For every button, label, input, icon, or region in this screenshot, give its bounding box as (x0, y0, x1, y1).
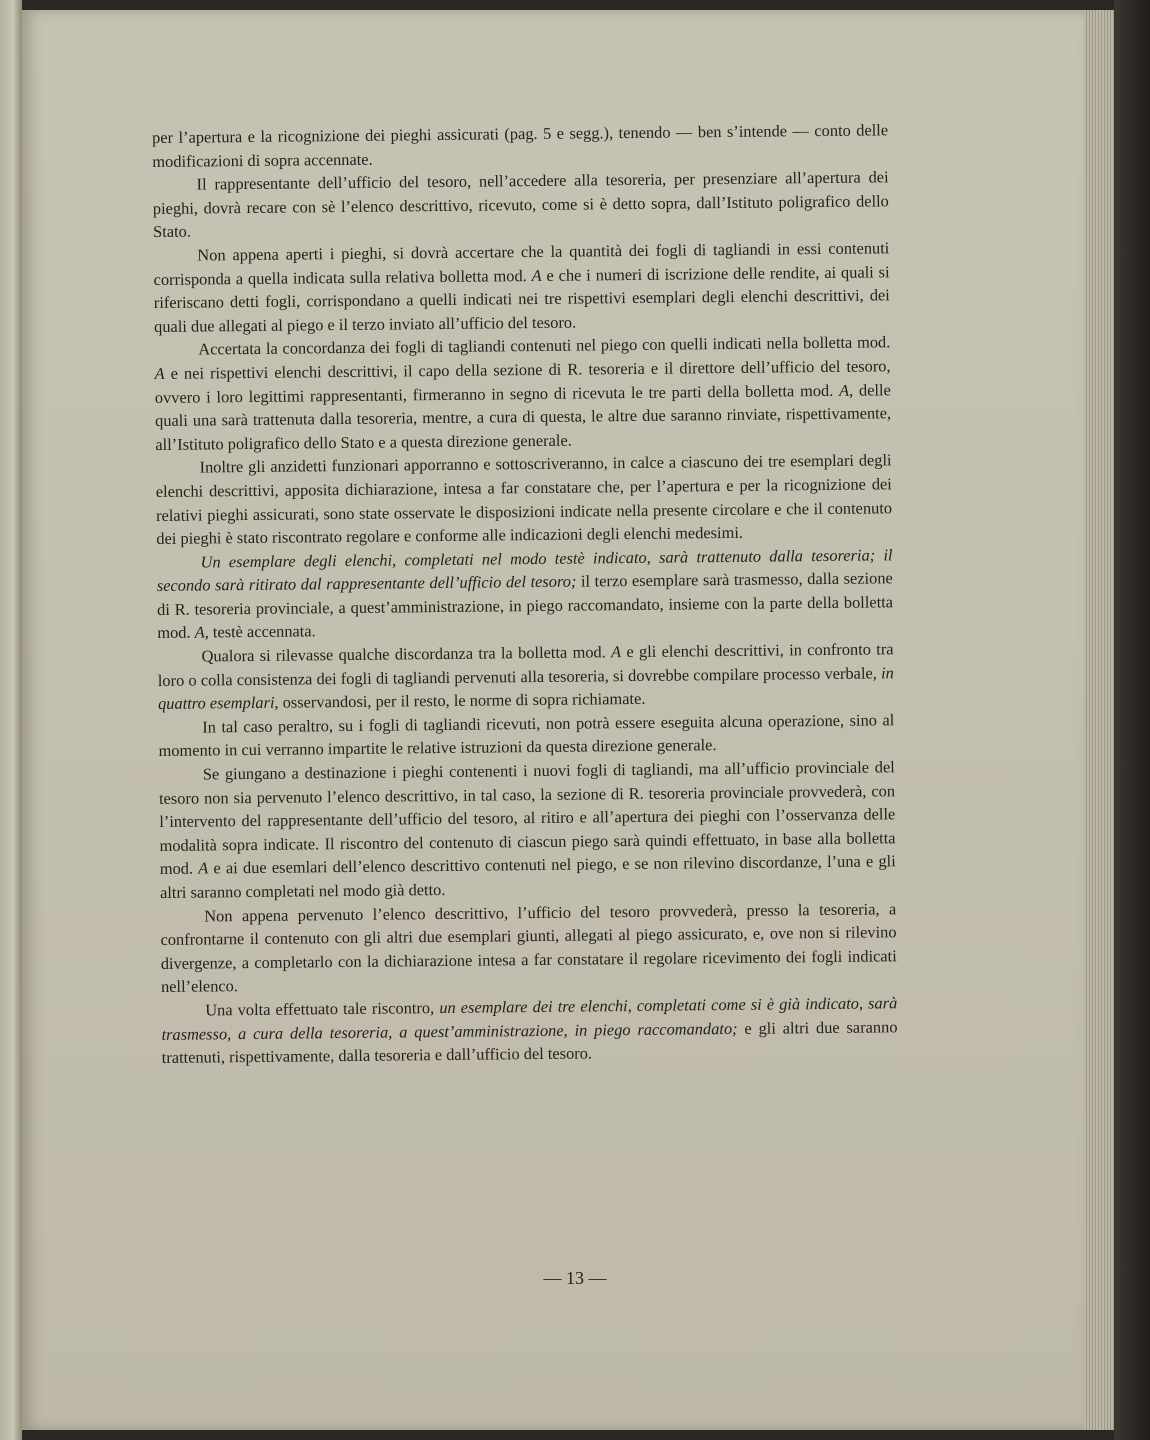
facing-page-edge (0, 0, 22, 1440)
body-text (152, 118, 898, 1069)
paragraph-discrepancy: Qualora si rilevasse qualche discordanza tra la bolletta mod. A e gli elenchi descrittivi, in confronto tra loro o colla consistenza dei fogli di tagliandi pervenuti alla tesoreria, si dovrebbe compilare processo verbale, in quattro esemplari, osservandosi, per il resto, le norme di sopra richiamate. (157, 639, 894, 714)
paragraph-declaration: Inoltre gli anzidetti funzionari apporranno e sottoscriveranno, in calce a ciascuno dei tre esemplari degli elenchi descrittivi, apposita dichiarazione, intesa a far constatare che, per l’apertura e per la ricognizione dei relativi pieghi assicurati, sono state osservate le disposizioni indicate nella presente circolare e che il contenuto dei pieghi è stato riscontrato regolare e conforme alle indicazioni degli elenchi medesimi. (155, 450, 893, 549)
paragraph-continuation: per l’apertura e la ricognizione dei pieghi assicurati (pag. 5 e segg.), tenendo — ben s’intende — conto delle modificazioni di sopra accennate. (152, 120, 889, 171)
book-binding (1114, 0, 1150, 1440)
paragraph-late-list: Non appena pervenuto l’elenco descrittivo, l’ufficio del tesoro provvederà, presso la tesoreria, a confrontarne il contenuto con gli altri due esemplari giunti, allegati al piego assicurato, e, ove non si rilevino divergenze, a completarlo con la dichiarazione intesa a far constatare il regolare ricevimento dei fogli indicati nell’elenco. (160, 898, 897, 997)
paragraph-final-check: Una volta effettuato tale riscontro, un esemplare dei tre elenchi, completati come si è già indicato, sarà trasmesso, a cura della tesoreria, a quest’amministrazione, in piego raccomandato; e gli altri due saranno trattenuti, rispettivamente, dalla tesoreria e dall’ufficio del tesoro. (161, 993, 898, 1068)
paragraph-missing-list: Se giungano a destinazione i pieghi contenenti i nuovi fogli di tagliandi, ma all’ufficio provinciale del tesoro non sia pervenuto l’elenco descrittivo, in tal caso, la sezione di R. tesoreria provinciale provvederà, con l’intervento del rappresentante dell’ufficio del tesoro, al ritiro e all’apertura dei pieghi con l’osservanza delle modalità sopra indicate. Il riscontro del contenuto di ciascun piego sarà quindi effettuato, in base alla bolletta mod. A e ai due esemlari dell’elenco descrittivo contenuti nel piego, e se non rilevino discordanze, l’una e gli altri saranno completati nel modo già detto. (158, 757, 896, 902)
paragraph-copies: Un esemplare degli elenchi, completati nel modo testè indicato, sarà trattenuto dalla tesoreria; il secondo sarà ritirato dal rappresentante dell’ufficio del tesoro; il terzo esemplare sarà trasmesso, dalla sezione di R. tesoreria provinciale, a quest’amministrazione, in piego raccomandato, insieme con la parte della bolletta mod. A, testè accennata. (156, 544, 894, 643)
paragraph-concordance: Accertata la concordanza dei fogli di tagliandi contenuti nel piego con quelli indicati nella bolletta mod. A e nei rispettivi elenchi descrittivi, il capo della sezione di R. tesoreria e il direttore dell’ufficio del tesoro, ovvero i loro legittimi rappresentanti, firmeranno in segno di ricevuta le tre parti della bolletta mod. A, delle quali una sarà trattenuta dalla tesoreria, mentre, a cura di questa, le altre due saranno rinviate, rispettivamente, all’Istituto poligrafico dello Stato e a questa direzione generale. (154, 332, 892, 454)
paragraph-representative: Il rappresentante dell’ufficio del tesoro, nell’accedere alla tesoreria, per presenziare all’apertura dei pieghi, dovrà recare con sè l’elenco descrittivo, ricevuto, come si è detto sopra, dall’Istituto poligrafico dello Stato. (152, 167, 889, 242)
paragraph-opening-check: Non appena aperti i pieghi, si dovrà accertare che la quantità dei fogli di tagliandi in essi contenuti corrisponda a quella indicata sulla relativa bolletta mod. A e che i numeri di iscrizione delle rendite, ai quali si riferiscano detti fogli, corrispondano a quelli indicati nei tre rispettivi esemplari degli elenchi descrittivi, dei quali due allegati al piego e il terzo inviato all’ufficio del tesoro. (153, 238, 890, 336)
page-stack-edges (1084, 10, 1114, 1430)
paragraph-suspension: In tal caso peraltro, su i fogli di tagliandi ricevuti, non potrà essere eseguita alcuna operazione, sino al momento in cui verranno impartite le relative istruzioni da questa direzione generale. (158, 710, 895, 761)
page-number: — 13 — (543, 1268, 607, 1288)
